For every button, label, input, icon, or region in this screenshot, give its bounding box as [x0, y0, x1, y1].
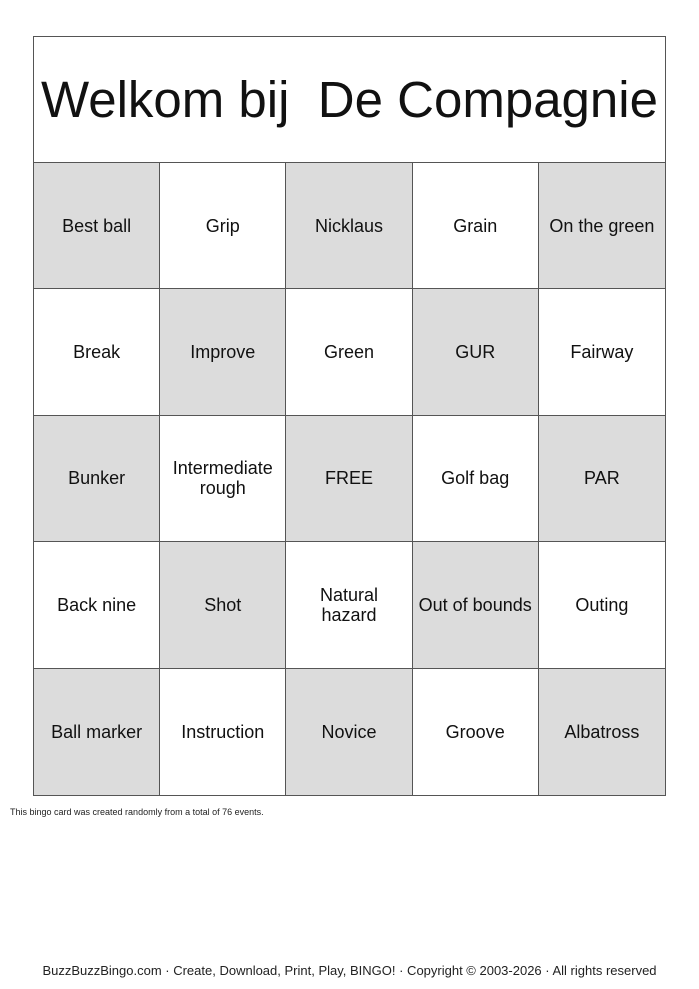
- bingo-grid: [34, 163, 665, 795]
- bingo-cell: Break: [34, 289, 160, 415]
- bingo-cell: Outing: [539, 542, 665, 668]
- bingo-cell: Novice: [286, 669, 412, 795]
- bingo-cell: Instruction: [160, 669, 286, 795]
- page-footer: BuzzBuzzBingo.com · Create, Download, Print, Play, BINGO! · Copyright © 2003-2026 · All rights reserved: [42, 963, 657, 978]
- bingo-cell: PAR: [539, 416, 665, 542]
- bingo-cell: Back nine: [34, 542, 160, 668]
- bingo-cell: Albatross: [539, 669, 665, 795]
- bingo-cell: GUR: [413, 289, 539, 415]
- bingo-cell: Grain: [413, 163, 539, 289]
- bingo-title-row: [34, 37, 665, 163]
- bingo-cell: Ball marker: [34, 669, 160, 795]
- bingo-cell: Out of bounds: [413, 542, 539, 668]
- bingo-cell: Nicklaus: [286, 163, 412, 289]
- bingo-cell: On the green: [539, 163, 665, 289]
- bingo-cell: Natural hazard: [286, 542, 412, 668]
- bingo-cell: Best ball: [34, 163, 160, 289]
- generation-note: This bingo card was created randomly from a total of 76 events.: [10, 807, 264, 817]
- bingo-card: [33, 36, 666, 796]
- bingo-cell: Bunker: [34, 416, 160, 542]
- bingo-cell: Improve: [160, 289, 286, 415]
- bingo-title: Welkom bij De Compagnie: [41, 71, 658, 128]
- bingo-cell: Grip: [160, 163, 286, 289]
- bingo-cell: Shot: [160, 542, 286, 668]
- bingo-cell: Green: [286, 289, 412, 415]
- bingo-cell: Groove: [413, 669, 539, 795]
- bingo-cell: Golf bag: [413, 416, 539, 542]
- bingo-cell: Intermediate rough: [160, 416, 286, 542]
- bingo-cell: Fairway: [539, 289, 665, 415]
- bingo-cell-free: FREE: [286, 416, 412, 542]
